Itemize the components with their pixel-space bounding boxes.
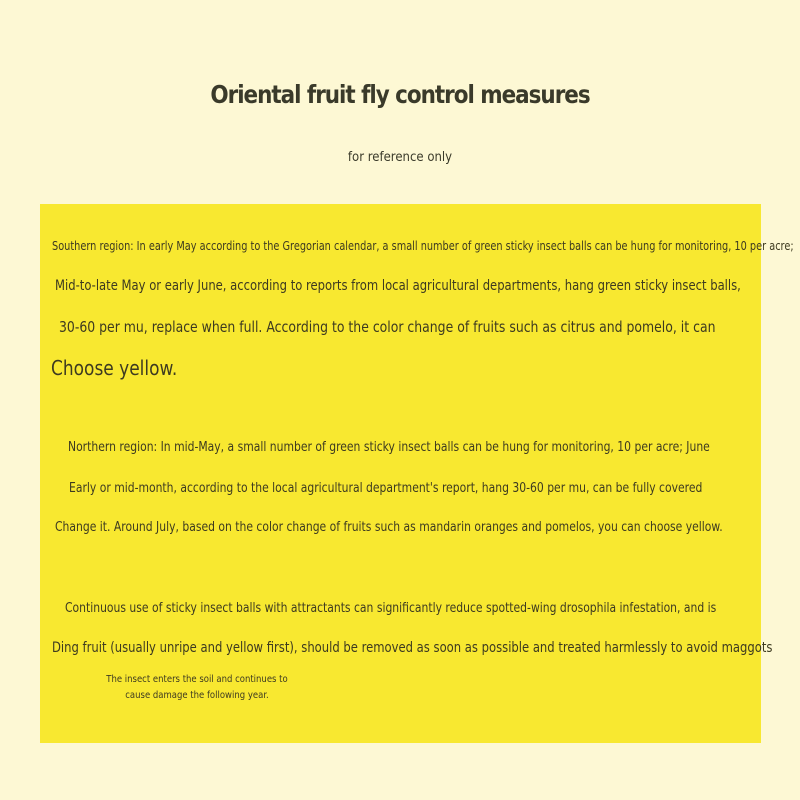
continuous-line-2: Ding fruit (usually unripe and yellow first), should be removed as soon as possible and treated harmlessly to avoid maggots — [52, 640, 773, 656]
northern-line-3: Change it. Around July, based on the color change of fruits such as mandarin oranges and pomelos, you can choose yellow. — [55, 519, 723, 535]
southern-line-1: Southern region: In early May according to the Gregorian calendar, a small number of green sticky insect balls can be hung for monitoring, 10 per acre; — [52, 238, 794, 253]
page-title: Oriental fruit fly control measures — [210, 80, 590, 109]
continuous-line-1: Continuous use of sticky insect balls with attractants can significantly reduce spotted-wing drosophila infestation, and is — [65, 600, 717, 616]
page-subtitle: for reference only — [347, 150, 453, 165]
northern-line-1: Northern region: In mid-May, a small number of green sticky insect balls can be hung for monitoring, 10 per acre; June — [68, 439, 710, 455]
northern-line-2: Early or mid-month, according to the local agricultural department's report, hang 30-60 per mu, can be fully covered — [69, 480, 703, 496]
southern-line-2: Mid-to-late May or early June, according to reports from local agricultural departments, hang green sticky insect balls, — [55, 278, 741, 294]
footnote: The insect enters the soil and continues to cause damage the following year. — [106, 674, 288, 701]
southern-line-4: Choose yellow. — [51, 356, 178, 380]
southern-line-3: 30-60 per mu, replace when full. According to the color change of fruits such as citrus and pomelo, it can — [59, 318, 716, 336]
